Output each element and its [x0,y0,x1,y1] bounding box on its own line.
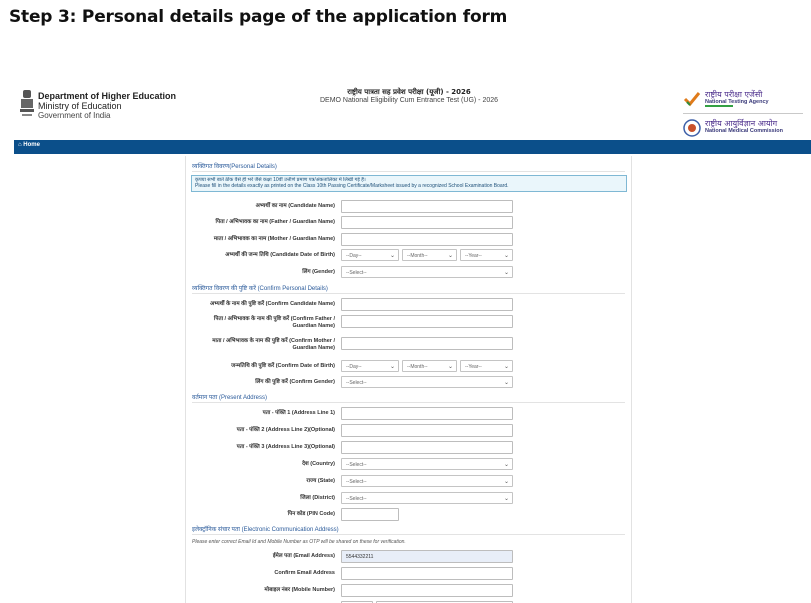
chevron-down-icon: ⌄ [503,270,509,276]
pin-code-input[interactable] [341,508,399,521]
confirm-month-value: --Month-- [407,364,428,370]
chevron-down-icon: ⌄ [503,462,509,468]
label-gender: लिंग (Gender) [302,269,335,275]
state-value: --Select-- [346,479,367,485]
label-dob: अभ्यर्थी की जन्म तिथि (Candidate Date of Birth) [225,252,335,258]
top-nav [14,140,811,154]
section-divider [192,402,625,403]
section-ecomm-address: इलेक्ट्रॉनिक संचार पता (Electronic Communication Address) [192,527,339,533]
district-select[interactable] [341,492,513,504]
dob-year-select[interactable] [460,249,513,261]
confirm-email-input[interactable] [341,567,513,580]
exam-title-hindi: राष्ट्रीय पात्रता सह प्रवेश परीक्षा (यूजी) - 2026 [347,88,471,96]
confirm-dob-day-select[interactable] [341,360,399,372]
confirm-father-input[interactable] [341,315,513,328]
state-select[interactable] [341,475,513,487]
label-address-line2: पता - पंक्ति 2 (Address Line 2)(Optional) [236,427,335,433]
chevron-down-icon: ⌄ [389,253,395,259]
address-line2-input[interactable] [341,424,513,437]
dept-line1: Department of Higher Education [38,91,177,101]
chevron-down-icon: ⌄ [389,364,395,370]
page-header [14,80,811,138]
instruction-english: Please fill in the details exactly as printed on the Class 10th Passing Certificate/Marksheet issued by a recognized School Examination Board. [195,183,509,189]
country-value: --Select-- [346,462,367,468]
nta-underline [705,105,733,107]
label-confirm-dob: जन्मतिथि की पुष्टि करें (Confirm Date of Birth) [231,363,335,369]
application-screenshot [14,80,811,603]
confirm-dob-month-select[interactable] [402,360,457,372]
chevron-down-icon: ⌄ [503,364,509,370]
nta-english: National Testing Agency [705,99,769,105]
label-mother-name: माता / अभिभावक का नाम (Mother / Guardian Name) [213,236,335,242]
dob-month-select[interactable] [402,249,457,261]
label-address-line1: पता - पंक्ति 1 (Address Line 1) [262,410,335,416]
address-line1-input[interactable] [341,407,513,420]
section-divider [192,293,625,294]
chevron-down-icon: ⌄ [503,380,509,386]
mobile-number-input[interactable] [341,584,513,597]
gender-select[interactable] [341,266,513,278]
chevron-down-icon: ⌄ [503,479,509,485]
dob-day-value: --Day-- [346,253,362,259]
nmc-seal-icon [683,119,701,137]
confirm-gender-select[interactable] [341,376,513,388]
label-country: देश (Country) [302,461,335,467]
candidate-name-input[interactable] [341,200,513,213]
email-input[interactable]: 5544332211 [341,550,513,563]
dept-line2: Ministry of Education [38,101,122,111]
application-form [185,156,632,603]
chevron-down-icon: ⌄ [447,364,453,370]
dept-line3: Government of India [38,111,111,120]
chevron-down-icon: ⌄ [447,253,453,259]
step-title: Step 3: Personal details page of the application form [9,7,508,27]
otp-note: Please enter correct Email Id and Mobile Number as OTP will be shared on these for verification. [192,539,406,545]
label-email: ईमेल पता (Email Address) [272,553,335,559]
section-present-address: वर्तमान पता (Present Address) [192,395,267,401]
label-mobile: मोबाइल नंबर (Mobile Number) [264,587,335,593]
national-emblem-icon [20,88,34,118]
exam-title-english: DEMO National Eligibility Cum Entrance Test (UG) - 2026 [319,97,499,104]
agency-logos [683,88,803,142]
confirm-year-value: --Year-- [465,364,482,370]
confirm-name-input[interactable] [341,298,513,311]
home-label: Home [23,142,40,148]
instruction-hindi: कृपया सभी बातें ठीक वैसे ही भरें जैसे कक्षा 10वीं उत्तीर्ण प्रमाण पत्र/अंकतालिका में लिखी गई हैं। [195,177,366,183]
department-block [38,91,176,120]
confirm-mother-input[interactable] [341,337,513,350]
label-state: राज्य (State) [306,478,335,484]
nta-tick-icon [683,90,701,108]
chevron-down-icon: ⌄ [503,253,509,259]
label-district: जिला (District) [300,495,335,501]
nta-hindi: राष्ट्रीय परीक्षा एजेंसी [705,90,763,99]
label-confirm-name: अभ्यर्थी के नाम की पुष्टि करें (Confirm Candidate Name) [209,301,335,307]
confirm-dob-year-select[interactable] [460,360,513,372]
label-confirm-gender: लिंग की पुष्टि करें (Confirm Gender) [255,379,335,385]
instruction-box [191,175,627,192]
confirm-day-value: --Day-- [346,364,362,370]
label-father-name: पिता / अभिभावक का नाम (Father / Guardian Name) [215,219,335,225]
dob-month-value: --Month-- [407,253,428,259]
label-confirm-mother: माता / अभिभावक के नाम की पुष्टि करें (Confirm Mother / Guardian Name) [212,338,335,351]
nmc-logo [683,117,803,139]
label-address-line3: पता - पंक्ति 3 (Address Line 3)(Optional) [236,444,335,450]
district-value: --Select-- [346,496,367,502]
address-line3-input[interactable] [341,441,513,454]
nmc-english: National Medical Commission [705,128,783,134]
label-candidate-name: अभ्यर्थी का नाम (Candidate Name) [255,203,335,209]
dob-year-value: --Year-- [465,253,482,259]
home-link[interactable]: ⌂ Home [18,142,40,148]
nmc-hindi: राष्ट्रीय आयुर्विज्ञान आयोग [705,119,778,128]
mother-name-input[interactable] [341,233,513,246]
country-select[interactable] [341,458,513,470]
logo-divider [683,113,803,114]
section-divider [192,171,625,172]
label-confirm-father: पिता / अभिभावक के नाम की पुष्टि करें (Confirm Father / Guardian Name) [213,316,335,329]
label-pin-code: पिन कोड (PIN Code) [287,511,335,517]
father-name-input[interactable] [341,216,513,229]
chevron-down-icon: ⌄ [503,496,509,502]
label-confirm-email: Confirm Email Address [274,570,335,576]
section-divider [192,534,625,535]
gender-value: --Select-- [346,270,367,276]
section-confirm-details: व्यक्तिगत विवरण की पुष्टि करें (Confirm Personal Details) [192,286,328,292]
section-personal-details: व्यक्तिगत विवरण(Personal Details) [192,164,277,170]
nta-logo [683,88,803,110]
exam-title [304,88,514,104]
dob-day-select[interactable] [341,249,399,261]
confirm-gender-value: --Select-- [346,380,367,386]
